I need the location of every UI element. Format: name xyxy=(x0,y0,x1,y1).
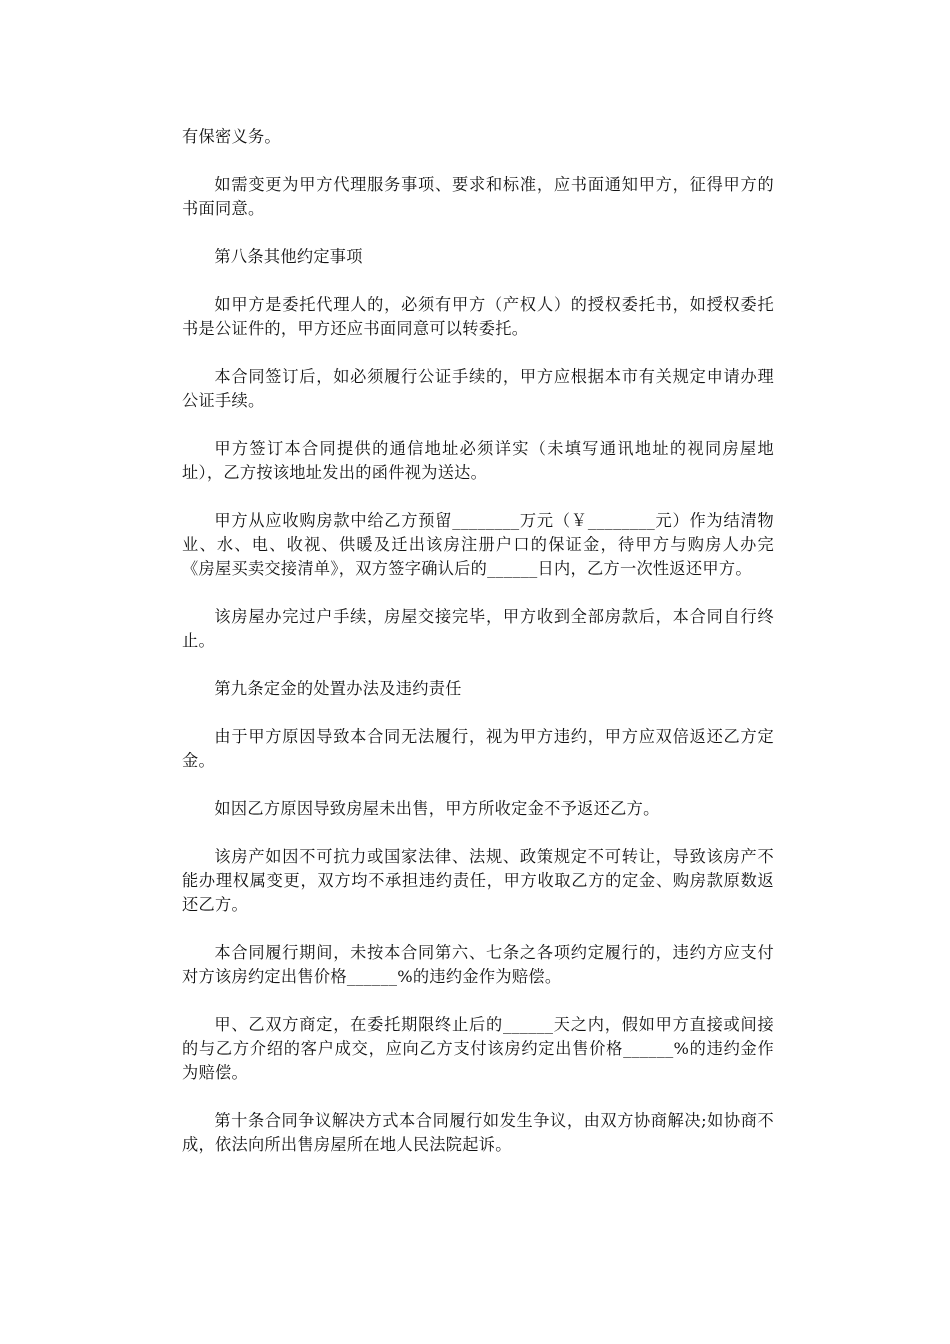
paragraph-notarization: 本合同签订后，如必须履行公证手续的，甲方应根据本市有关规定申请办理公证手续。 xyxy=(182,367,774,410)
article-9-heading: 第九条定金的处置办法及违约责任 xyxy=(214,679,462,698)
paragraph-service-change: 如需变更为甲方代理服务事项、要求和标准，应书面通知甲方，征得甲方的书面同意。 xyxy=(182,175,774,218)
paragraph-party-b-fault: 如因乙方原因导致房屋未出售，甲方所收定金不予返还乙方。 xyxy=(214,799,660,818)
paragraph-deposit-reserve: 甲方从应收购房款中给乙方预留________万元（￥________元）作为结清物业、水、电、收视、供暖及迁出该房注册户口的保证金，待甲方与购房人办完《房屋买卖交接清单》，双方签字确认后的______日内，乙方一次性返还甲方。 xyxy=(182,511,774,578)
article-8-heading: 第八条其他约定事项 xyxy=(214,247,363,266)
paragraph-party-a-breach: 由于甲方原因导致本合同无法履行，视为甲方违约，甲方应双倍返还乙方定金。 xyxy=(182,727,774,770)
paragraph-force-majeure: 该房产如因不可抗力或国家法律、法规、政策规定不可转让，导致该房产不能办理权属变更，双方均不承担违约责任，甲方收取乙方的定金、购房款原数返还乙方。 xyxy=(182,847,774,914)
paragraph-agent-authorization: 如甲方是委托代理人的，必须有甲方（产权人）的授权委托书，如授权委托书是公证件的，甲方还应书面同意可以转委托。 xyxy=(182,295,774,338)
document-body xyxy=(182,125,774,1181)
paragraph-address: 甲方签订本合同提供的通信地址必须详实（未填写通讯地址的视同房屋地址），乙方按该地址发出的函件视为送达。 xyxy=(182,439,774,482)
paragraph-post-term-deal: 甲、乙双方商定，在委托期限终止后的______天之内，假如甲方直接或间接的与乙方介绍的客户成交，应向乙方支付该房约定出售价格______%的违约金作为赔偿。 xyxy=(182,1015,774,1082)
paragraph-confidentiality-end: 有保密义务。 xyxy=(182,127,281,146)
paragraph-termination: 该房屋办完过户手续，房屋交接完毕，甲方收到全部房款后，本合同自行终止。 xyxy=(182,607,774,650)
paragraph-penalty: 本合同履行期间，未按本合同第六、七条之各项约定履行的，违约方应支付对方该房约定出售价格______%的违约金作为赔偿。 xyxy=(182,943,774,986)
article-10-dispute: 第十条合同争议解决方式本合同履行如发生争议，由双方协商解决;如协商不成，依法向所出售房屋所在地人民法院起诉。 xyxy=(182,1111,774,1154)
